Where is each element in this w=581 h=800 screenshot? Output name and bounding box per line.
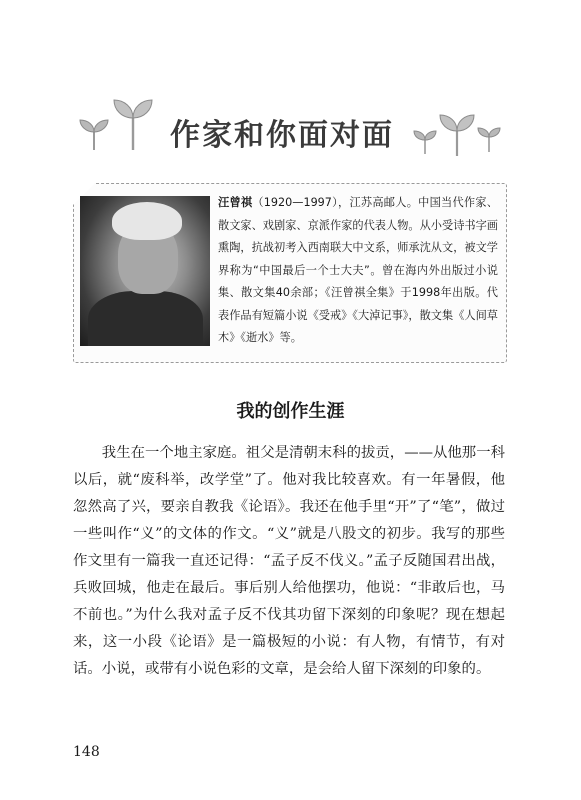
article-body xyxy=(73,440,505,683)
sprout-icon xyxy=(78,116,110,150)
author-photo xyxy=(80,196,210,346)
sprout-icon xyxy=(476,124,502,152)
section-title: 作家和你面对面 xyxy=(170,118,394,153)
sprout-icon xyxy=(112,94,154,150)
author-name: 汪曾祺 xyxy=(218,196,253,209)
author-bio xyxy=(218,192,498,350)
sprout-icon xyxy=(438,110,476,156)
article-title: 我的创作生涯 xyxy=(236,401,345,422)
sprout-icon xyxy=(412,128,438,154)
article-paragraph: 我生在一个地主家庭。祖父是清朝末科的拔贡，——从他那一科以后，就“废科举，改学堂”了。他对我比较喜欢。有一年暑假，他忽然高了兴，要亲自教我《论语》。我还在他手里“开”了“笔”，做过一些叫作“义”的文体的作文。“义”就是八股文的初步。我写的那些作文里有一篇我一直还记得：“孟子反不伐义。”孟子反随国君出战，兵败回城，他走在最后。事后别人给他摆功，他说：“非敢后也，马不前也。”为什么我对孟子反不伐其功留下深刻的印象呢？现在想起来，这一小段《论语》是一篇极短的小说：有人物，有情节，有对话。小说，或带有小说色彩的文章，是会给人留下深刻的印象的。 xyxy=(73,445,505,677)
page-number: 148 xyxy=(73,744,100,760)
author-bio-text: （1920—1997），江苏高邮人。中国当代作家、散文家、戏剧家、京派作家的代表人物。从小受诗书字画熏陶，抗战初考入西南联大中文系，师承沈从文，被文学界称为“中国最后一个士大夫”。曾在海内外出版过小说集、散文集40余部；《汪曾祺全集》于1998年出版。代表作品有短篇小说《受戒》《大淖记事》，散文集《人间草木》《逝水》等。 xyxy=(218,196,498,344)
section-header xyxy=(0,88,581,158)
